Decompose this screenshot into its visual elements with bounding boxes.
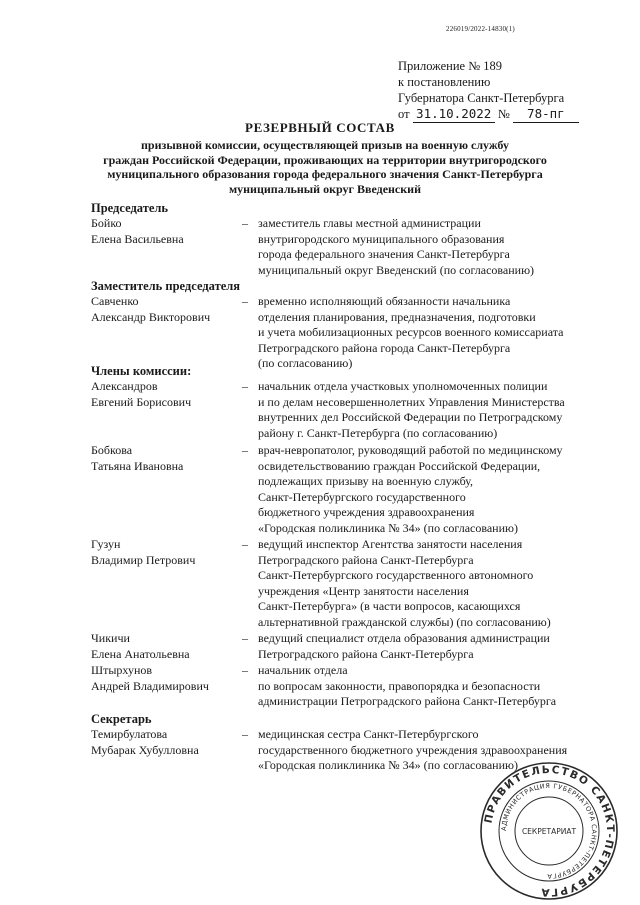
desc-line: начальник отдела: [258, 663, 348, 677]
person-name: [91, 537, 195, 568]
stamp-outer-text: ПРАВИТЕЛЬСТВО САНКТ-ПЕТЕРБУРГА: [482, 763, 617, 899]
desc-line: Санкт-Петербурга» (в части вопросов, касающихся: [258, 599, 521, 613]
surname: Савченко: [91, 294, 139, 308]
dash: –: [242, 294, 248, 308]
section-members: Члены комиссии:: [91, 364, 192, 378]
given-name: Владимир Петрович: [91, 552, 196, 567]
desc-line: государственного бюджетного учреждения здравоохранения: [258, 742, 568, 757]
person-name: [91, 727, 199, 758]
desc-line: начальник отдела участковых уполномоченных полиции: [258, 379, 548, 393]
desc-line: освидетельствованию граждан Российской Федерации,: [258, 458, 541, 473]
subtitle-line: муниципального образования города федерального значения Санкт-Петербурга: [107, 167, 543, 181]
desc-line: «Городская поликлиника № 34» (по согласованию): [258, 758, 518, 772]
given-name: Мубарак Хубулловна: [91, 742, 199, 757]
section-chair: Председатель: [91, 201, 169, 215]
person-description: [258, 631, 550, 662]
given-name: Андрей Владимирович: [91, 678, 209, 693]
given-name: Татьяна Ивановна: [91, 458, 184, 473]
document-id: 226019/2022-14830(1): [446, 25, 515, 33]
dash: –: [242, 663, 248, 677]
desc-line: внутренних дел Российской Федерации по Петроградскому: [258, 410, 563, 424]
person-name: [91, 379, 191, 410]
subtitle-line: муниципальный округ Введенский: [228, 181, 422, 196]
desc-line: «Городская поликлиника № 34» (по согласованию): [258, 520, 518, 535]
dash: –: [242, 537, 248, 551]
appendix-number: Приложение № 189: [398, 59, 503, 73]
from-label: от: [398, 107, 410, 121]
official-stamp: [478, 760, 620, 902]
surname: Гузун: [91, 537, 121, 551]
section-deputy: Заместитель председателя: [91, 279, 241, 293]
surname: Александров: [91, 379, 158, 393]
dash: –: [242, 631, 248, 645]
subtitle-line: призывной комиссии, осуществляющей призыв на военную службу: [141, 138, 509, 152]
decree-date: 31.10.2022: [413, 106, 495, 123]
desc-line: муниципальный округ Введенский (по согласованию): [258, 262, 535, 277]
person-description: [258, 216, 534, 278]
desc-line: бюджетного учреждения здравоохранения: [258, 505, 475, 519]
document-title: РЕЗЕРВНЫЙ СОСТАВ: [245, 120, 395, 135]
desc-line: подлежащих призыву на военную службу,: [258, 474, 474, 488]
number-label: №: [497, 107, 510, 121]
surname: Штырхунов: [91, 663, 153, 677]
desc-line: (по согласованию): [258, 356, 353, 370]
surname: Чикичи: [91, 631, 130, 645]
dash: –: [242, 727, 248, 741]
desc-line: по вопросам законности, правопорядка и безопасности: [258, 678, 541, 693]
given-name: Александр Викторович: [91, 309, 211, 324]
appendix-block: [398, 58, 579, 123]
desc-line: администрации Петроградского района Санкт-Петербурга: [258, 694, 557, 708]
desc-line: ведущий специалист отдела образования администрации: [258, 631, 550, 645]
surname: Темирбулатова: [91, 727, 168, 741]
dash: –: [242, 443, 248, 457]
desc-line: ведущий инспектор Агентства занятости населения: [258, 537, 523, 551]
desc-line: и по делам несовершеннолетних Управления Министерства: [258, 394, 565, 409]
given-name: Евгений Борисович: [91, 394, 192, 409]
section-secretary: Секретарь: [91, 712, 152, 726]
decree-number: 78-пг: [513, 106, 579, 123]
stamp-center-text: СЕКРЕТАРИАТ: [521, 827, 577, 836]
person-name: [91, 443, 183, 474]
desc-line: и учета мобилизационных ресурсов военного комиссариата: [258, 325, 564, 339]
given-name: Елена Анатольевна: [91, 646, 190, 661]
stamp-inner-text: АДМИНИСТРАЦИЯ ГУБЕРНАТОРА САНКТ-ПЕТЕРБУРГА: [499, 781, 599, 881]
person-description: [258, 663, 556, 710]
desc-line: города федерального значения Санкт-Петербурга: [258, 247, 510, 261]
desc-line: медицинская сестра Санкт-Петербургского: [258, 727, 479, 741]
person-name: [91, 216, 184, 247]
document-subtitle: [80, 138, 570, 196]
appendix-issuer: Губернатора Санкт-Петербурга: [398, 91, 565, 105]
person-description: [258, 379, 565, 441]
desc-line: отделения планирования, предназначения, подготовки: [258, 309, 536, 324]
person-description: [258, 294, 563, 372]
desc-line: Санкт-Петербургского государственного автономного: [258, 568, 534, 582]
desc-line: району г. Санкт-Петербурга (по согласованию): [258, 425, 498, 440]
surname: Бойко: [91, 216, 122, 230]
desc-line: учреждения «Центр занятости населения: [258, 583, 469, 598]
desc-line: Петроградского района города Санкт-Петербурга: [258, 340, 511, 355]
desc-line: Санкт-Петербургского государственного: [258, 489, 466, 504]
desc-line: временно исполняющий обязанности начальника: [258, 294, 511, 308]
person-description: [258, 443, 563, 536]
appendix-ref: к постановлению: [398, 75, 491, 89]
desc-line: заместитель главы местной администрации: [258, 216, 481, 230]
dash: –: [242, 379, 248, 393]
surname: Бобкова: [91, 443, 133, 457]
desc-line: врач-невропатолог, руководящий работой по медицинскому: [258, 443, 563, 457]
person-description: [258, 537, 551, 630]
desc-line: внутригородского муниципального образования: [258, 231, 505, 246]
person-name: [91, 663, 209, 694]
person-name: [91, 294, 210, 325]
desc-line: Петроградского района Санкт-Петербурга: [258, 646, 474, 661]
desc-line: Петроградского района Санкт-Петербурга: [258, 552, 474, 567]
subtitle-line: граждан Российской Федерации, проживающих на территории внутригородского: [103, 152, 547, 167]
dash: –: [242, 216, 248, 230]
desc-line: альтернативной гражданской службы) (по согласованию): [258, 614, 551, 629]
person-name: [91, 631, 190, 662]
given-name: Елена Васильевна: [91, 231, 184, 246]
